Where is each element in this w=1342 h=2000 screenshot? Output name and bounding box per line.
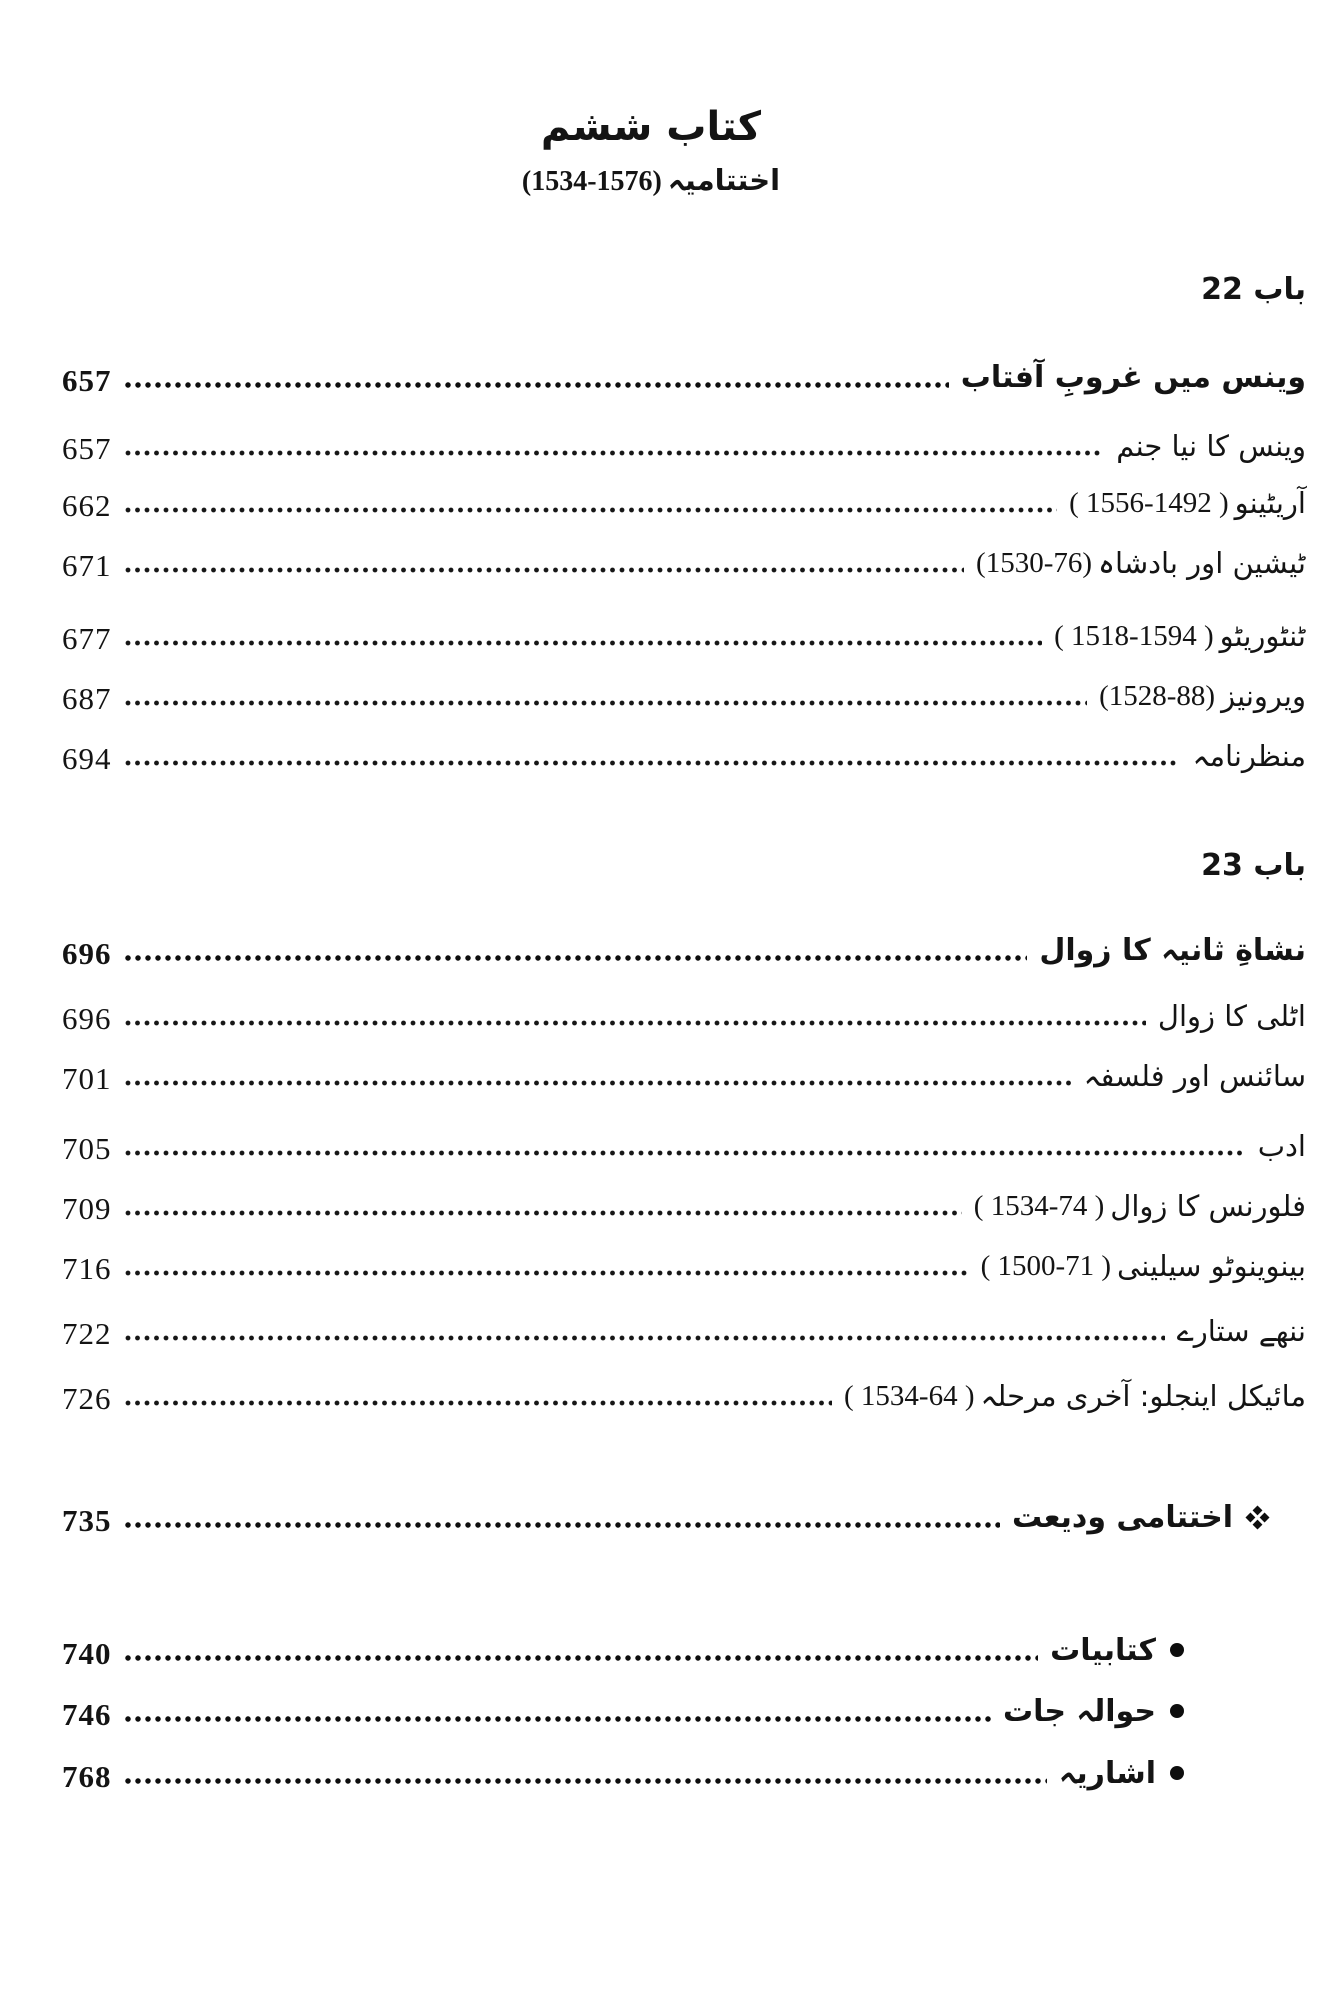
toc-back-row: [62, 1611, 1184, 1669]
dot-leader: [124, 566, 965, 574]
entry-date: ( 1534-74 ): [973, 1190, 1105, 1223]
page-number: 687: [62, 681, 112, 716]
chapter-label-22: باب 22: [1201, 272, 1306, 307]
page-number: 657: [62, 363, 112, 398]
toc-back-row: [62, 1672, 1184, 1730]
page-number: 740: [62, 1636, 112, 1671]
entry-title-text: ٹیشین اور بادشاہ: [1098, 545, 1306, 580]
back-title-text: اشاریہ: [1058, 1755, 1156, 1791]
book-title: کتاب ششم: [540, 104, 762, 150]
dot-leader: [124, 1079, 1072, 1087]
circle-bullet-icon: [1170, 1766, 1184, 1780]
back-title-text: حوالہ جات: [1002, 1693, 1156, 1729]
toc-back-row: [62, 1734, 1184, 1792]
dot-leader: [124, 954, 1028, 962]
entry-title-text: وینس کا نیا جنم: [1116, 428, 1306, 463]
dot-leader: [124, 1269, 969, 1277]
entry-title-text: فلورنس کا زوال: [1110, 1188, 1306, 1223]
toc-entry-row: [62, 596, 1306, 654]
page-number: 709: [62, 1191, 112, 1226]
page-number: 701: [62, 1061, 112, 1096]
entry-date: ( 1500-71 ): [980, 1250, 1112, 1283]
dot-leader: [124, 1715, 991, 1723]
page-number: 722: [62, 1316, 112, 1351]
entry-date: ( 1556-1492 ): [1069, 487, 1229, 520]
entry-title-text: ادب: [1257, 1128, 1306, 1163]
toc-entry-row: [62, 1291, 1306, 1349]
book-subtitle-text: اختتامیہ: [667, 163, 781, 197]
toc-entry-row: [62, 406, 1306, 464]
dot-leader: [124, 381, 949, 389]
entry-title-text: اٹلی کا زوال: [1157, 998, 1306, 1033]
dot-leader: [124, 506, 1058, 514]
page-number: 696: [62, 936, 112, 971]
toc-entry-row: [62, 1356, 1306, 1414]
entry-title-text: ٹنٹوریٹو: [1219, 618, 1306, 653]
dot-leader: [124, 1334, 1165, 1342]
page-number: 716: [62, 1251, 112, 1286]
heading-title-text: وینس میں غروبِ آفتاب: [960, 359, 1306, 395]
page-number: 696: [62, 1001, 112, 1036]
entry-title-text: بینوینوٹو سیلینی: [1117, 1248, 1306, 1283]
dot-leader: [124, 1399, 833, 1407]
toc-closing-row: [62, 1478, 1268, 1536]
toc-entry-row: [62, 523, 1306, 581]
page-number: 705: [62, 1131, 112, 1166]
book-subtitle: [0, 163, 1302, 199]
back-title-text: کتابیات: [1050, 1632, 1156, 1668]
dot-leader: [124, 449, 1105, 457]
toc-heading-row: [62, 911, 1306, 969]
dot-leader: [124, 1209, 962, 1217]
toc-entry-row: [62, 463, 1306, 521]
toc-entry-row: [62, 1166, 1306, 1224]
entry-title-text: ننھے ستارے: [1176, 1313, 1306, 1348]
entry-date: (1530-76): [976, 547, 1093, 580]
page-number: 671: [62, 548, 112, 583]
book-subtitle-years: (1534-1576): [521, 166, 662, 197]
entry-title-text: سائنس اور فلسفہ: [1083, 1058, 1306, 1093]
dot-leader: [124, 639, 1043, 647]
entry-title-text: منظرنامہ: [1192, 738, 1306, 773]
page-number: 662: [62, 488, 112, 523]
toc-entry-row: [62, 656, 1306, 714]
toc-entry-row: [62, 1226, 1306, 1284]
page-number: 768: [62, 1759, 112, 1794]
dot-leader: [124, 699, 1088, 707]
page-number: 677: [62, 621, 112, 656]
entry-date: (1528-88): [1099, 680, 1216, 713]
entry-title-text: ویرونیز: [1221, 678, 1306, 713]
entry-date: ( 1518-1594 ): [1054, 620, 1214, 653]
chapter-label-23: باب 23: [1201, 848, 1306, 883]
dot-leader: [124, 1149, 1246, 1157]
page-number: 726: [62, 1381, 112, 1416]
page-number: 657: [62, 431, 112, 466]
circle-bullet-icon: [1170, 1704, 1184, 1718]
dot-leader: [124, 1521, 1000, 1529]
dot-leader: [124, 1777, 1047, 1785]
closing-title-text: اختتامی ودیعت: [1011, 1499, 1233, 1535]
dot-leader: [124, 1654, 1039, 1662]
toc-entry-row: [62, 976, 1306, 1034]
toc-heading-row: [62, 338, 1306, 396]
page-number: 746: [62, 1697, 112, 1732]
dot-leader: [124, 759, 1181, 767]
toc-entry-row: [62, 716, 1306, 774]
dot-leader: [124, 1019, 1146, 1027]
four-diamond-icon: [1245, 1505, 1269, 1529]
circle-bullet-icon: [1170, 1643, 1184, 1657]
page-number: 694: [62, 741, 112, 776]
entry-title-text: مائیکل اینجلو: آخری مرحلہ: [980, 1378, 1306, 1413]
toc-entry-row: [62, 1106, 1306, 1164]
entry-title-text: آریٹینو: [1234, 485, 1306, 520]
heading-title-text: نشاةِ ثانیہ کا زوال: [1039, 932, 1306, 968]
page-number: 735: [62, 1503, 112, 1538]
toc-entry-row: [62, 1036, 1306, 1094]
entry-date: ( 1534-64 ): [844, 1380, 975, 1413]
